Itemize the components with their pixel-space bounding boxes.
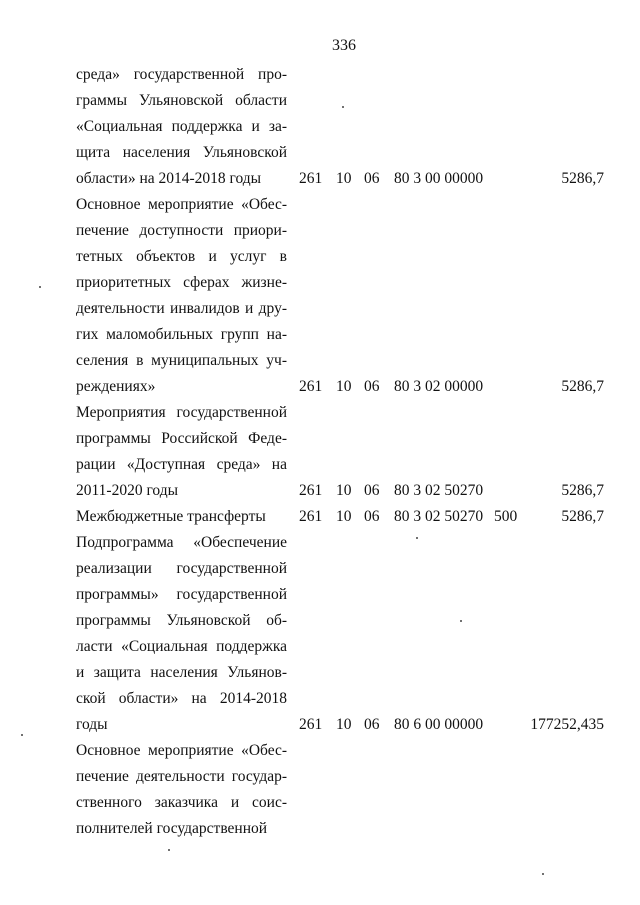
row-name-line: селения в муниципальных уч- — [76, 352, 287, 369]
ved-cell: 261 — [299, 716, 323, 733]
row-name-line: печение деятельности государ- — [76, 768, 287, 785]
row-name-line: реализации государственной — [76, 560, 287, 577]
table-row — [0, 530, 640, 738]
row-name-line: ственного заказчика и соис- — [76, 794, 287, 811]
pr-cell: 06 — [364, 508, 380, 525]
table-row — [0, 400, 640, 504]
row-name-line: деятельности инвалидов и дру- — [76, 300, 287, 317]
row-name-line: полнителей государственной — [76, 820, 268, 837]
row-name-line: области» на 2014-2018 годы — [76, 170, 262, 187]
row-name-line: и защита населения Ульянов- — [76, 664, 287, 681]
table-row — [0, 62, 640, 192]
row-name-line: программы Российской Феде- — [76, 430, 287, 447]
row-name — [76, 400, 287, 504]
table-row — [0, 504, 640, 530]
scan-speck — [542, 873, 544, 875]
row-name-line: приоритетных сферах жизне- — [76, 274, 287, 291]
row-name-line: Подпрограмма «Обеспечение — [76, 534, 287, 551]
table-row — [0, 738, 640, 842]
row-name-line: реждениях» — [76, 378, 156, 395]
sum-cell: 5286,7 — [561, 378, 604, 395]
ved-cell: 261 — [299, 482, 323, 499]
scan-speck — [460, 620, 462, 622]
scan-speck — [21, 734, 23, 736]
rz-cell: 10 — [336, 170, 352, 187]
row-name-line: печение доступности приори- — [76, 222, 287, 239]
row-name — [76, 192, 287, 400]
rz-cell: 10 — [336, 508, 352, 525]
row-name — [76, 62, 287, 192]
page-number: 336 — [332, 37, 356, 54]
row-name — [76, 504, 287, 530]
scan-speck — [39, 286, 41, 288]
row-name-line: тетных объектов и услуг в — [76, 248, 287, 265]
row-name-line: Межбюджетные трансферты — [76, 508, 266, 525]
ved-cell: 261 — [299, 170, 323, 187]
table-row — [0, 192, 640, 400]
sum-cell: 5286,7 — [561, 482, 604, 499]
rz-cell: 10 — [336, 716, 352, 733]
pr-cell: 06 — [364, 482, 380, 499]
row-name-line: ласти «Социальная поддержка — [76, 638, 287, 655]
csr-cell: 80 3 02 00000 — [394, 378, 484, 395]
row-name-line: рации «Доступная среда» на — [76, 456, 287, 473]
row-name-line: Основное мероприятие «Обес- — [76, 742, 287, 759]
row-name-line: ской области» на 2014-2018 — [76, 690, 287, 707]
ved-cell: 261 — [299, 378, 323, 395]
row-name-line: Основное мероприятие «Обес- — [76, 196, 287, 213]
vr-cell: 500 — [494, 508, 518, 525]
csr-cell: 80 3 00 00000 — [394, 170, 484, 187]
scan-speck — [168, 849, 170, 851]
pr-cell: 06 — [364, 170, 380, 187]
scan-speck — [342, 106, 344, 108]
pr-cell: 06 — [364, 378, 380, 395]
rz-cell: 10 — [336, 482, 352, 499]
row-name-line: гих маломобильных групп на- — [76, 326, 287, 343]
csr-cell: 80 3 02 50270 — [394, 482, 484, 499]
csr-cell: 80 6 00 00000 — [394, 716, 484, 733]
row-name-line: щита населения Ульяновской — [76, 144, 287, 161]
row-name-line: «Социальная поддержка и за- — [76, 118, 287, 135]
sum-cell: 5286,7 — [561, 170, 604, 187]
row-name-line: 2011-2020 годы — [76, 482, 179, 499]
pr-cell: 06 — [364, 716, 380, 733]
sum-cell: 5286,7 — [561, 508, 604, 525]
row-name-line: Мероприятия государственной — [76, 404, 287, 421]
row-name-line: программы Ульяновской об- — [76, 612, 287, 629]
sum-cell: 177252,435 — [530, 716, 604, 733]
row-name-line: среда» государственной про- — [76, 66, 287, 83]
csr-cell: 80 3 02 50270 — [394, 508, 484, 525]
ved-cell: 261 — [299, 508, 323, 525]
row-name-line: граммы Ульяновской области — [76, 92, 287, 109]
rz-cell: 10 — [336, 378, 352, 395]
row-name — [76, 738, 287, 842]
row-name — [76, 530, 287, 738]
row-name-line: годы — [76, 716, 108, 733]
scan-speck — [416, 537, 418, 539]
row-name-line: программы» государственной — [76, 586, 287, 603]
